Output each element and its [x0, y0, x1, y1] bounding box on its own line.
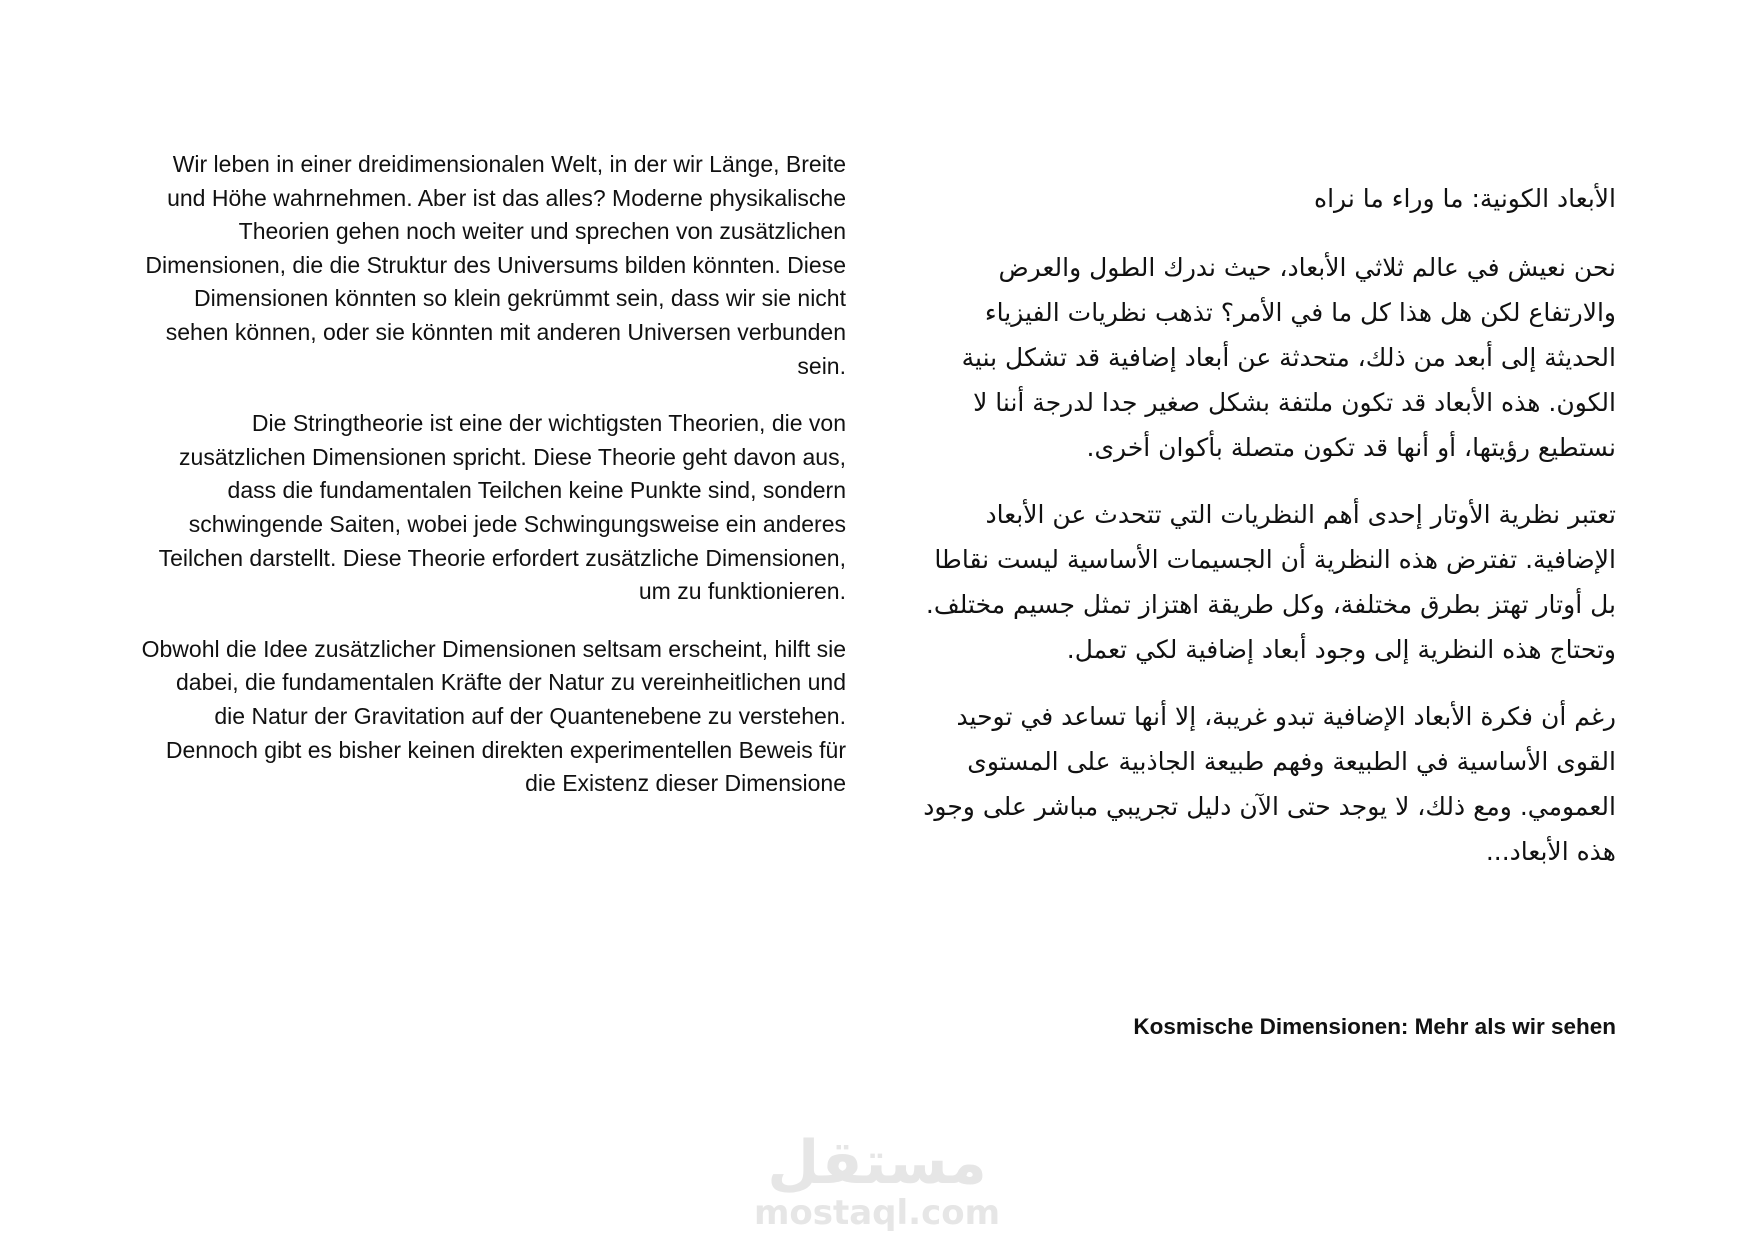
- arabic-text-column: [916, 176, 1616, 896]
- german-title: Kosmische Dimensionen: Mehr als wir sehen: [1133, 1014, 1616, 1039]
- german-paragraph-1: Wir leben in einer dreidimensionalen Welt, in der wir Länge, Breite und Höhe wahrnehmen. Aber ist das alles? Moderne physikalische Theorien gehen noch weiter und sprechen von zusätzlichen Dimensionen, die die Struktur des Universums bilden könnten. Diese Dimensionen könnten so klein gekrümmt sein, dass wir sie nicht sehen können, oder sie könnten mit anderen Universen verbunden sein.: [145, 151, 846, 379]
- german-paragraph-2: Die Stringtheorie ist eine der wichtigsten Theorien, die von zusätzlichen Dimensionen spricht. Diese Theorie geht davon aus, dass die fundamentalen Teilchen keine Punkte sind, sondern schwingende Saiten, wobei jede Schwingungsweise ein anderes Teilchen darstellt. Diese Theorie erfordert zusätzliche Dimensionen, um zu funktionieren.: [158, 410, 846, 605]
- arabic-paragraph-3: رغم أن فكرة الأبعاد الإضافية تبدو غريبة، إلا أنها تساعد في توحيد القوى الأساسية في الطبيعة وفهم طبيعة الجاذبية على المستوى العمومي. ومع ذلك، لا يوجد حتى الآن دليل تجريبي مباشر على وجود هذه الأبعاد...: [923, 702, 1616, 866]
- mostaql-watermark: [727, 1128, 1027, 1233]
- arabic-paragraph-1: نحن نعيش في عالم ثلاثي الأبعاد، حيث ندرك الطول والعرض والارتفاع لكن هل هذا كل ما في الأمر؟ تذهب نظريات الفيزياء الحديثة إلى أبعد من ذلك، متحدثة عن أبعاد إضافية قد تشكل بنية الكون. هذه الأبعاد قد تكون ملتفة بشكل صغير جدا لدرجة أننا لا نستطيع رؤيتها، أو أنها قد تكون متصلة بأكوان أخرى.: [961, 253, 1616, 462]
- arabic-title: الأبعاد الكونية: ما وراء ما نراه: [1314, 184, 1616, 213]
- german-paragraph-3: Obwohl die Idee zusätzlicher Dimensionen seltsam erscheint, hilft sie dabei, die fundamentalen Kräfte der Natur zu vereinheitlichen und die Natur der Gravitation auf der Quantenebene zu verstehen. Dennoch gibt es bisher keinen direkten experimentellen Beweis für die Existenz dieser Dimensione: [141, 635, 846, 797]
- arabic-paragraph-2: تعتبر نظرية الأوتار إحدى أهم النظريات التي تتحدث عن الأبعاد الإضافية. تفترض هذه النظرية أن الجسيمات الأساسية ليست نقاطا بل أوتار تهتز بطرق مختلفة، وكل طريقة اهتزاز تمثل جسيم مختلف. وتحتاج هذه النظرية إلى وجود أبعاد إضافية لكي تعمل.: [925, 500, 1616, 664]
- watermark-latin: mostaql.com: [753, 1193, 1001, 1233]
- german-text-column: [140, 148, 846, 825]
- watermark-arabic: مستقل: [767, 1128, 987, 1198]
